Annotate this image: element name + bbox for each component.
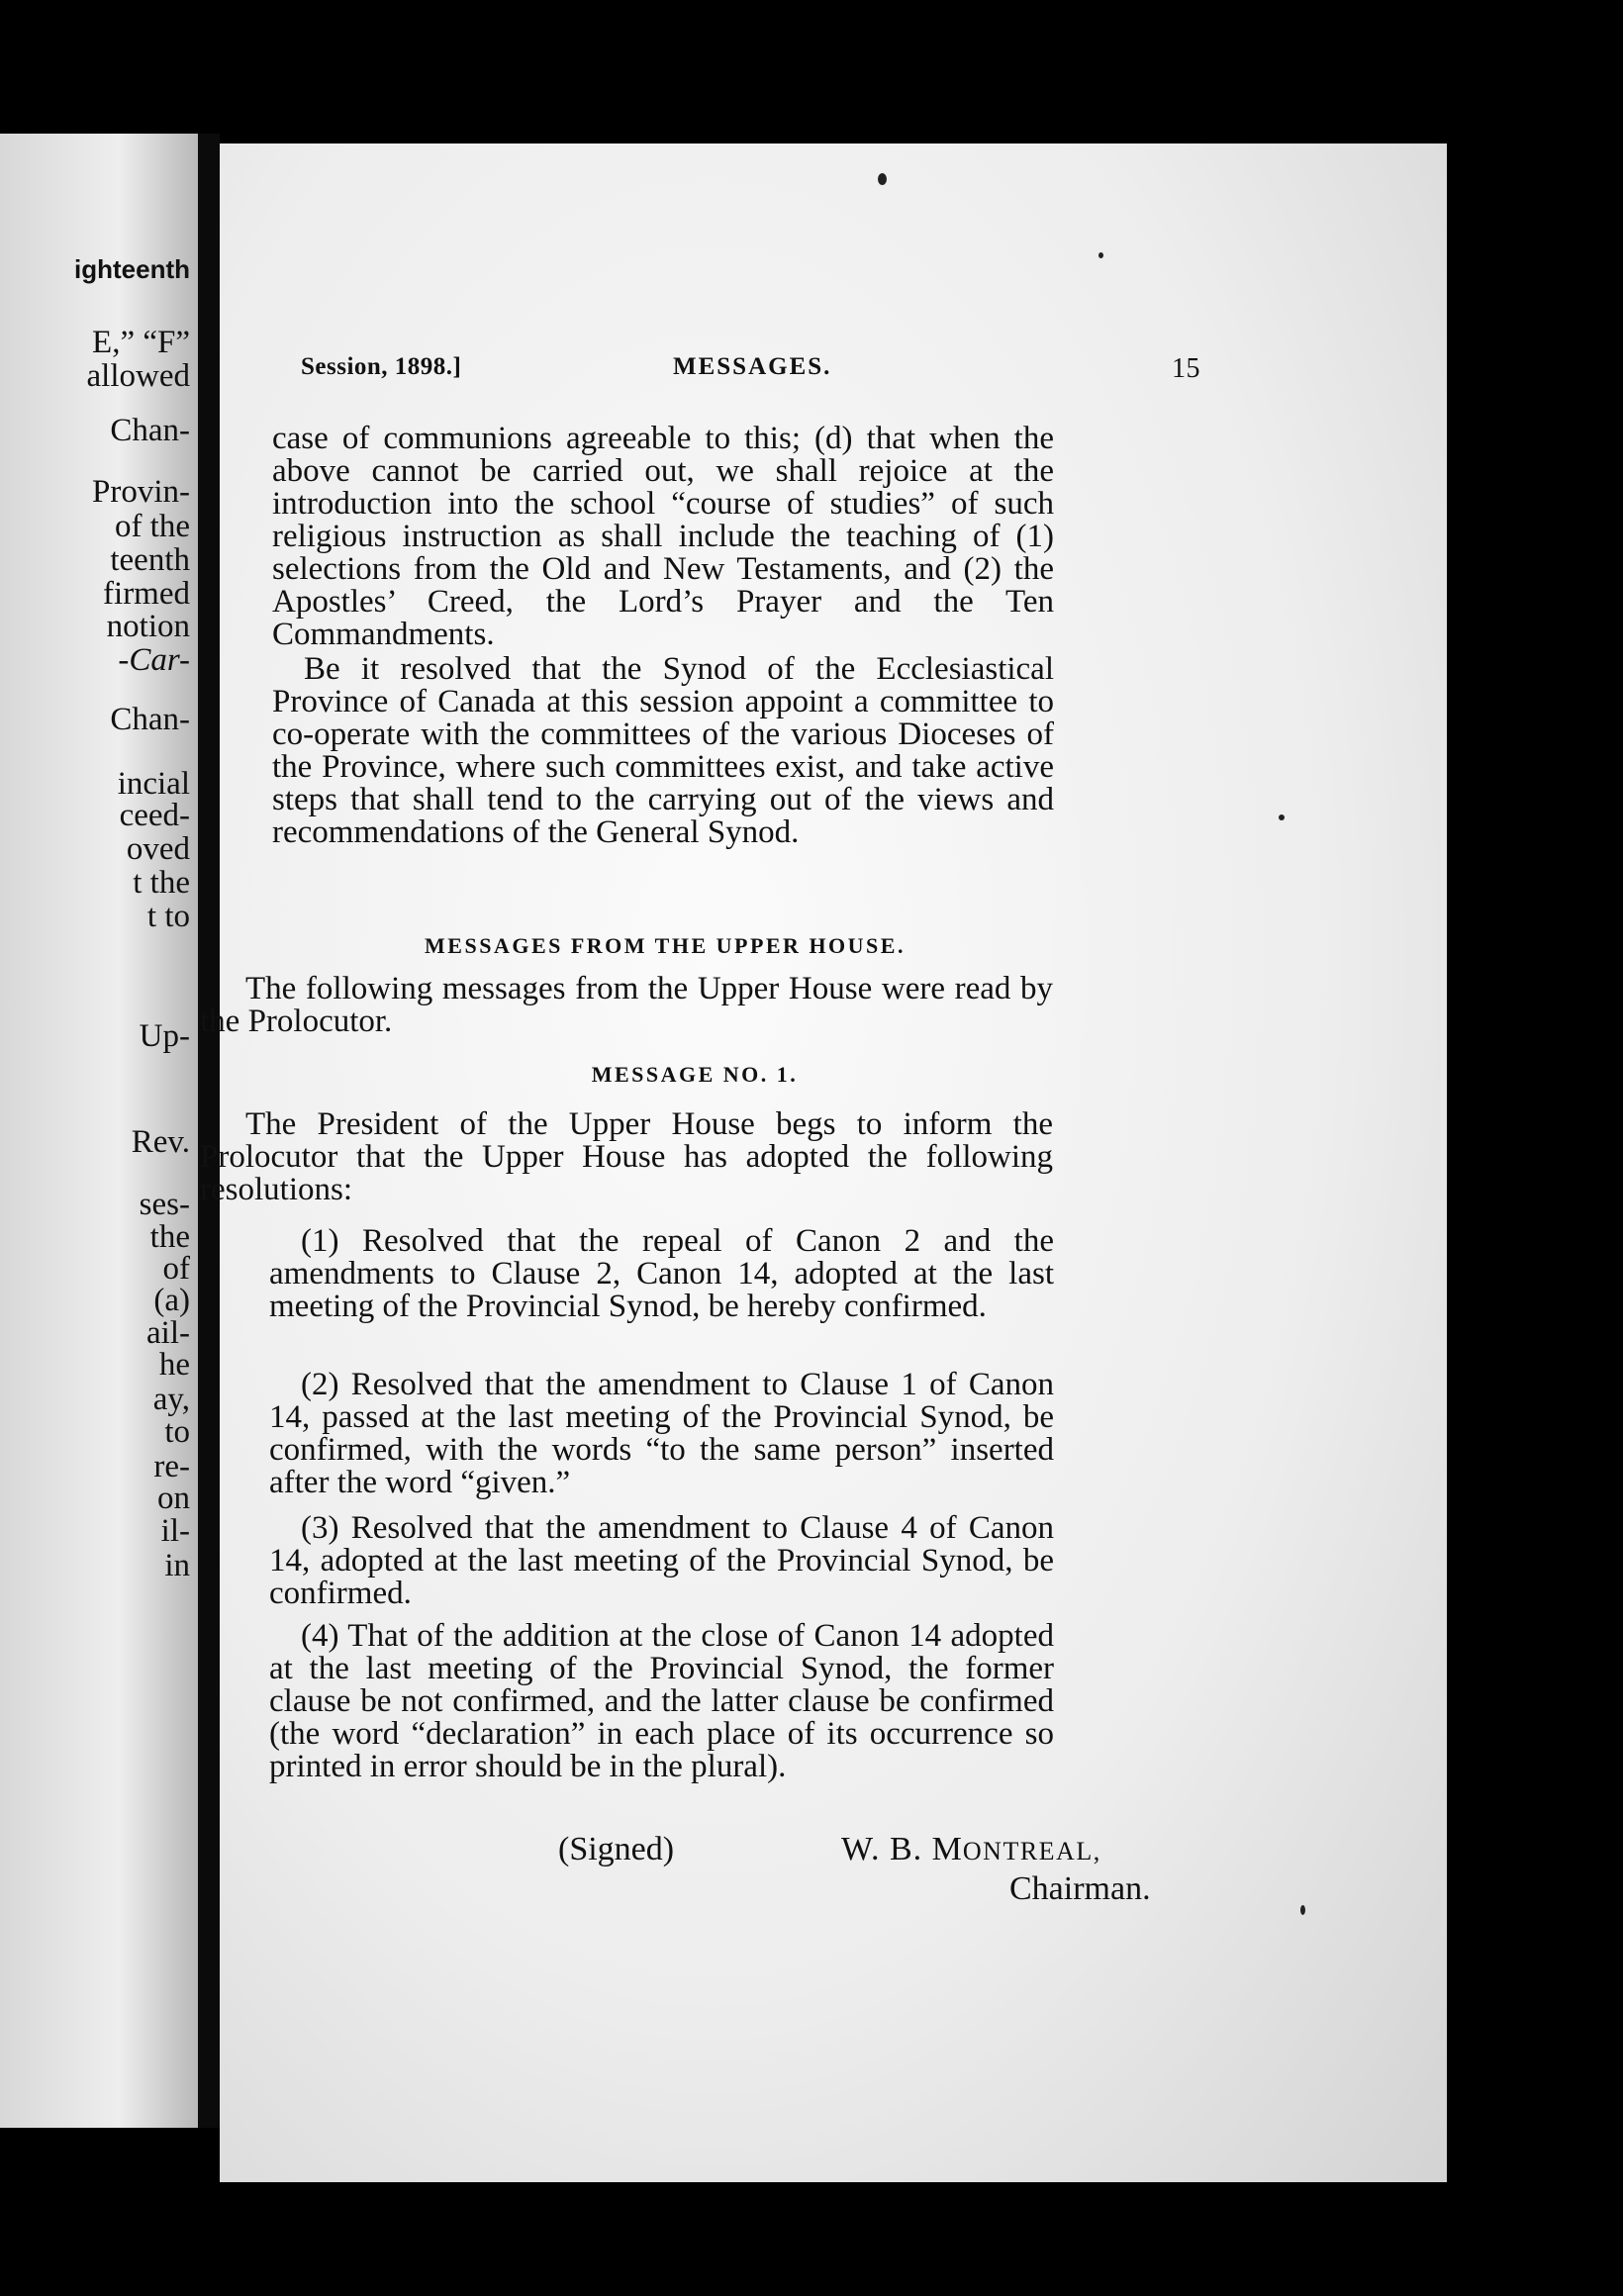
left-page-fragment: of (162, 1251, 190, 1287)
print-speck (1279, 814, 1285, 820)
left-page-fragment: of the (114, 509, 190, 544)
left-page-fragment: il- (160, 1513, 190, 1549)
paragraph-president-message: The President of the Upper House begs to inform the Prolocutor that the Upper House has adopted the following resolutions: (200, 1106, 1053, 1207)
signature-surname-smallcaps: ONTREAL, (962, 1837, 1101, 1866)
left-page-fragment: ail- (146, 1315, 190, 1351)
left-page-fragment: he (158, 1347, 190, 1383)
left-page-fragment: oved (126, 831, 190, 867)
message-number-heading: MESSAGE NO. 1. (591, 1062, 799, 1087)
print-speck (878, 173, 887, 185)
left-page-fragment: the (149, 1219, 190, 1255)
document-page (200, 144, 1447, 2182)
left-facing-page (0, 134, 198, 2128)
left-page-fragment: firmed (103, 576, 190, 612)
paragraph-continued: case of communions agreeable to this; (d) that when the above cannot be carried out, we shall rejoice at the introduction into the school “course of studies” of such religious instruction as shall include the teaching of (1) selections from the Old and New Testaments, and (2) the Apostles’ Creed, the Lord’s Prayer and the Ten Commandments. (272, 421, 1054, 652)
page-number: 15 (1172, 353, 1200, 384)
left-page-fragment: ay, (152, 1382, 190, 1417)
running-head-session: Session, 1898.] (301, 353, 462, 380)
resolution-4: (4) That of the addition at the close of Canon 14 adopted at the last meeting of the Provincial Synod, the former clause be not confirmed, and the latter clause be confirmed (the word “declaration” in each place of its occurrence so printed in error should be in the plural). (269, 1618, 1054, 1784)
signature-title: Chairman. (1009, 1870, 1151, 1907)
left-page-fragment: Chan- (110, 702, 190, 737)
resolution-2: (2) Resolved that the amendment to Clause 1 of Canon 14, passed at the last meeting of the Provincial Synod, be confirmed, with the words “to the same person” inserted after the word “given.” (269, 1367, 1054, 1500)
left-page-fragment: (a) (153, 1283, 190, 1318)
resolution-1: (1) Resolved that the repeal of Canon 2 and the amendments to Clause 2, Canon 14, adopted at the last meeting of the Provincial Synod, be hereby confirmed. (269, 1223, 1054, 1324)
left-page-fragment: Up- (139, 1018, 190, 1054)
left-page-fragment: ceed- (119, 798, 190, 833)
signature-signed: (Signed) (558, 1831, 675, 1867)
running-head-title: MESSAGES. (673, 353, 832, 380)
print-speck (1098, 252, 1103, 258)
paragraph-messages-intro: The following messages from the Upper House were read by the Prolocutor. (200, 971, 1053, 1039)
left-page-fragment: ses- (139, 1187, 190, 1222)
left-page-fragment: notion (106, 609, 190, 644)
left-page-fragment: ighteenth (74, 254, 190, 284)
left-page-fragment: Provin- (92, 474, 190, 510)
left-page-fragment: incial (117, 766, 190, 802)
left-page-fragment: t the (133, 865, 190, 901)
left-page-fragment: on (157, 1481, 190, 1516)
left-page-fragment: in (164, 1548, 190, 1583)
left-page-fragment: Chan- (110, 413, 190, 448)
left-page-fragment: t to (146, 899, 190, 934)
print-speck (1300, 1905, 1305, 1915)
section-heading-upper-house: MESSAGES FROM THE UPPER HOUSE. (425, 933, 906, 958)
left-page-fragment: E,” “F” (92, 325, 190, 360)
left-page-fragment: teenth (110, 542, 190, 578)
signature-name (841, 1831, 1101, 1868)
signature-initials: W. B. M (841, 1831, 963, 1867)
left-page-fragment: allowed (86, 358, 190, 394)
left-page-fragment: Rev. (131, 1124, 190, 1160)
left-page-fragment: -Car- (118, 642, 190, 678)
paragraph-resolution: Be it resolved that the Synod of the Ecclesiastical Province of Canada at this session appoint a committee to co-operate with the committees of the various Dioceses of the Province, where such committees exist, and take active steps that shall tend to the carrying out of the views and recommendations of the General Synod. (272, 651, 1054, 850)
resolution-3: (3) Resolved that the amendment to Clause 4 of Canon 14, adopted at the last meeting of the Provincial Synod, be confirmed. (269, 1510, 1054, 1611)
left-page-fragment: re- (153, 1449, 190, 1484)
left-page-fragment: to (164, 1414, 190, 1450)
